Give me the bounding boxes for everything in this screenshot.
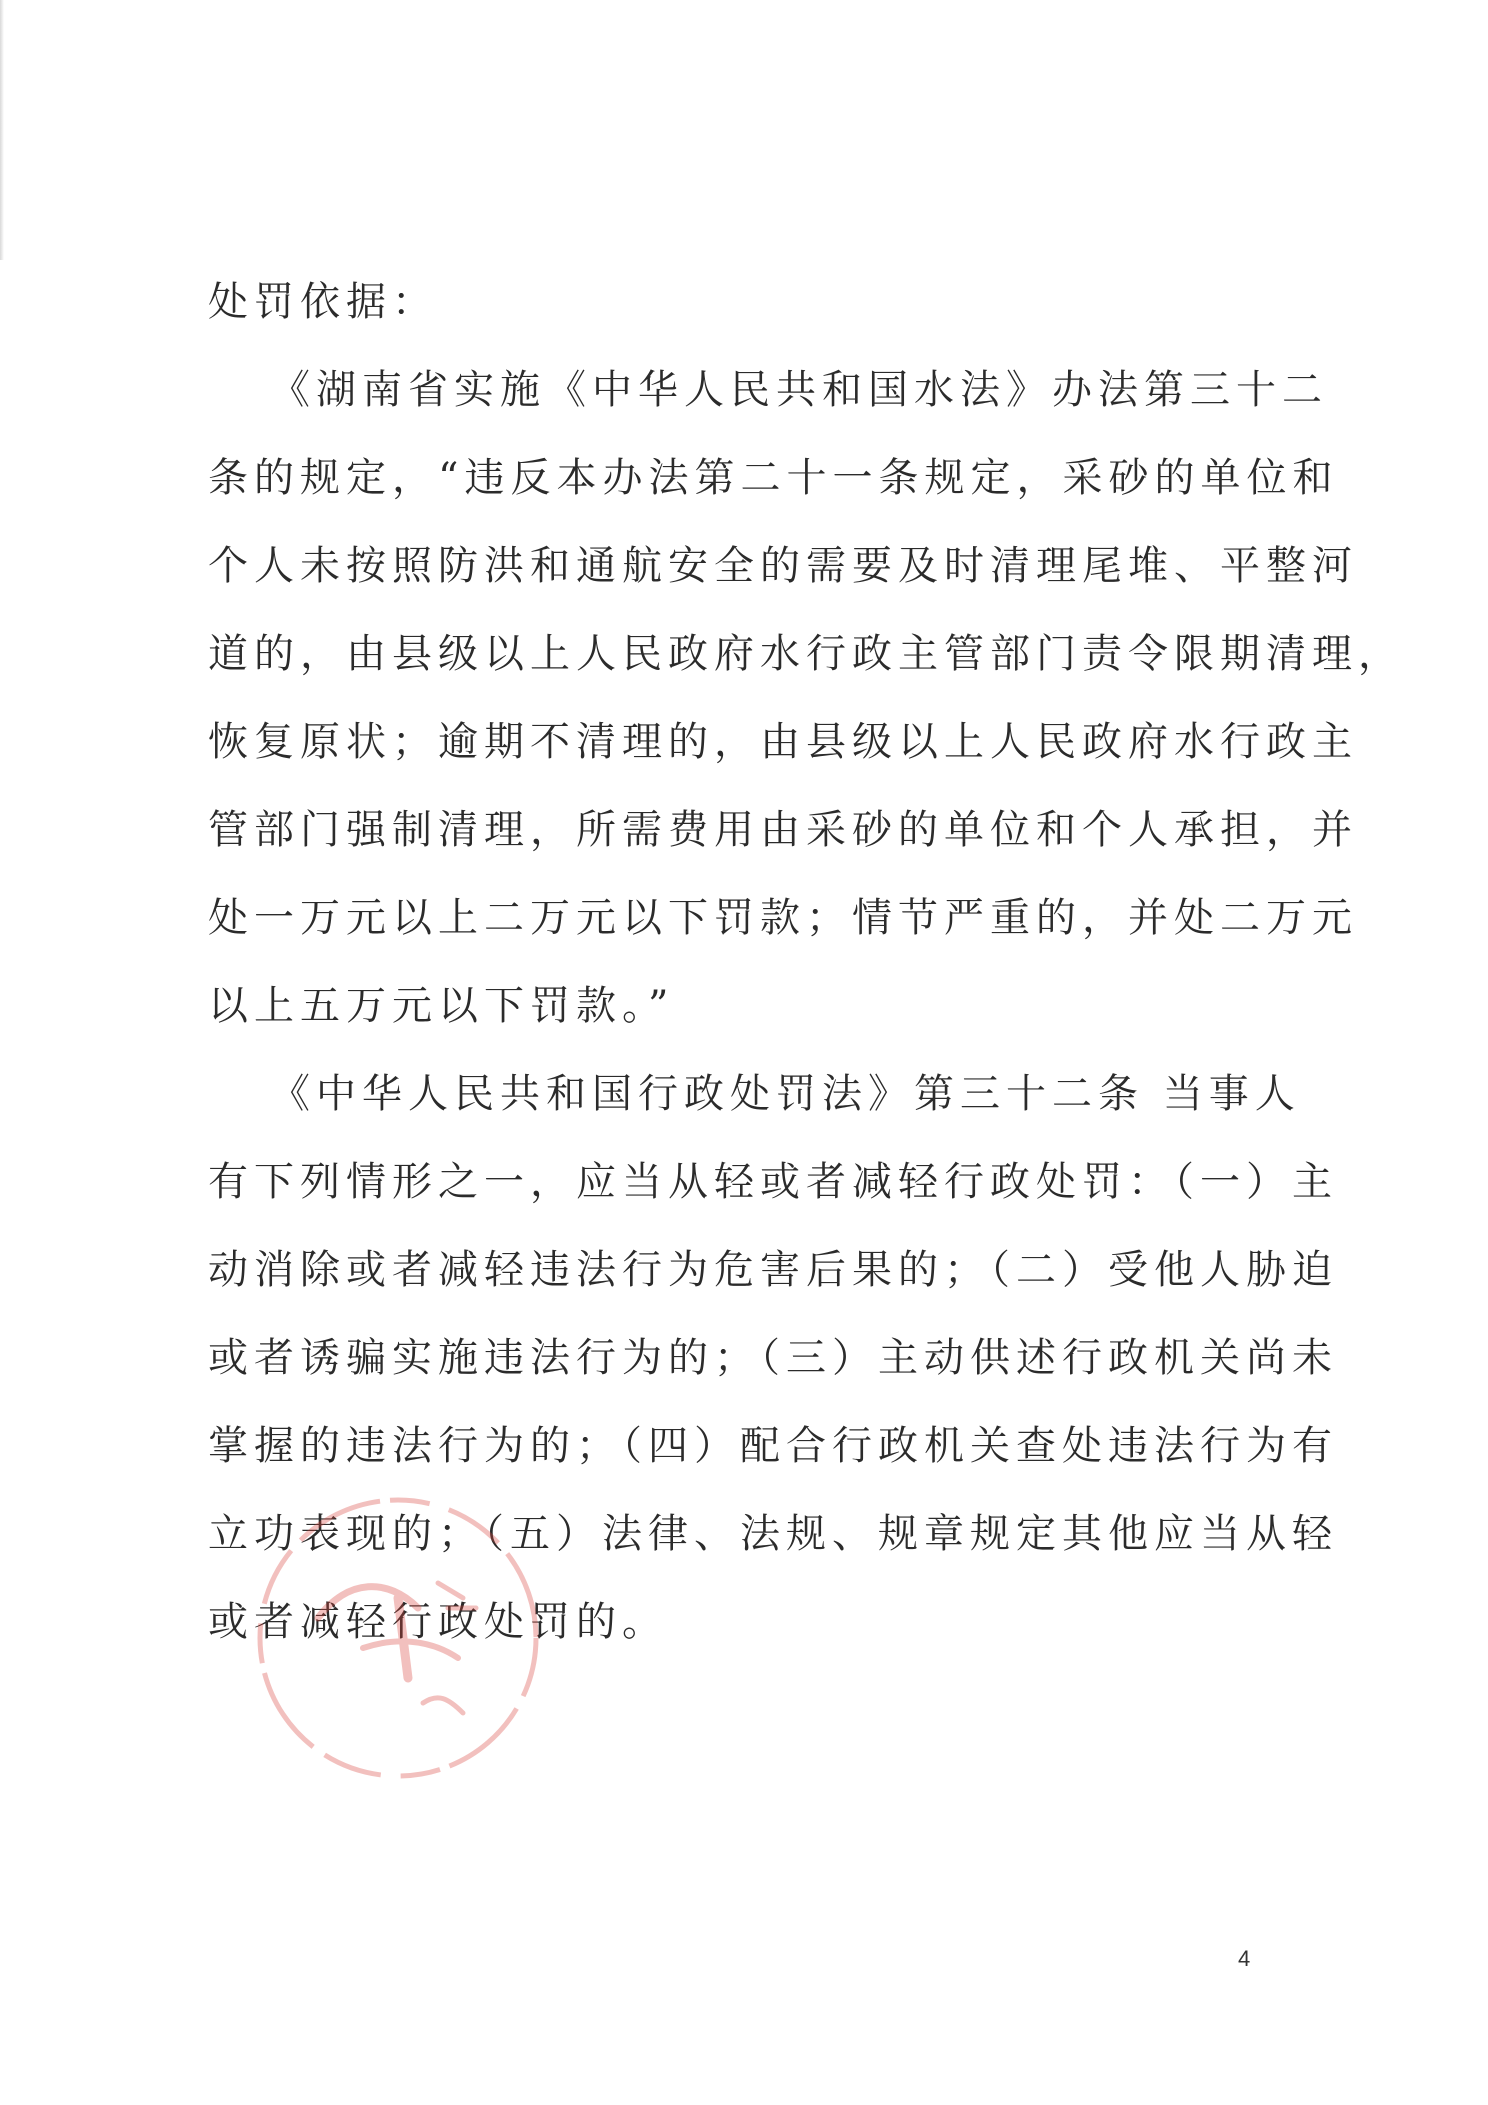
official-seal-stamp	[248, 1488, 548, 1788]
page-number: 4	[1238, 1946, 1251, 1971]
paragraph-line: 条的规定，“违反本办法第二十一条规定，采砂的单位和	[208, 455, 1339, 501]
paragraph-line: 或者减轻行政处罚的。	[208, 1599, 668, 1645]
paragraph-line: 以上五万元以下罚款。”	[208, 983, 675, 1029]
paragraph-line: 个人未按照防洪和通航安全的需要及时清理尾堆、平整河	[208, 543, 1358, 589]
paragraph-line: 《湖南省实施《中华人民共和国水法》办法第三十二	[270, 367, 1328, 413]
paragraph-line: 有下列情形之一，应当从轻或者减轻行政处罚：（一）主	[208, 1159, 1338, 1205]
paragraph-line: 立功表现的；（五）法律、法规、规章规定其他应当从轻	[208, 1511, 1338, 1557]
paragraph-line: 处一万元以上二万元以下罚款；情节严重的，并处二万元	[208, 895, 1358, 941]
paragraph-line: 管部门强制清理，所需费用由采砂的单位和个人承担，并	[208, 807, 1358, 853]
section-heading: 处罚依据：	[208, 279, 438, 325]
scan-edge-shadow	[0, 0, 4, 260]
paragraph-line: 或者诱骗实施违法行为的；（三）主动供述行政机关尚未	[208, 1335, 1338, 1381]
paragraph-line: 恢复原状；逾期不清理的，由县级以上人民政府水行政主	[208, 719, 1358, 765]
paragraph-line: 道的，由县级以上人民政府水行政主管部门责令限期清理，	[208, 631, 1404, 677]
paragraph-line: 掌握的违法行为的；（四）配合行政机关查处违法行为有	[208, 1423, 1338, 1469]
paragraph-line: 《中华人民共和国行政处罚法》第三十二条 当事人	[270, 1071, 1301, 1117]
paragraph-line: 动消除或者减轻违法行为危害后果的；（二）受他人胁迫	[208, 1247, 1338, 1293]
